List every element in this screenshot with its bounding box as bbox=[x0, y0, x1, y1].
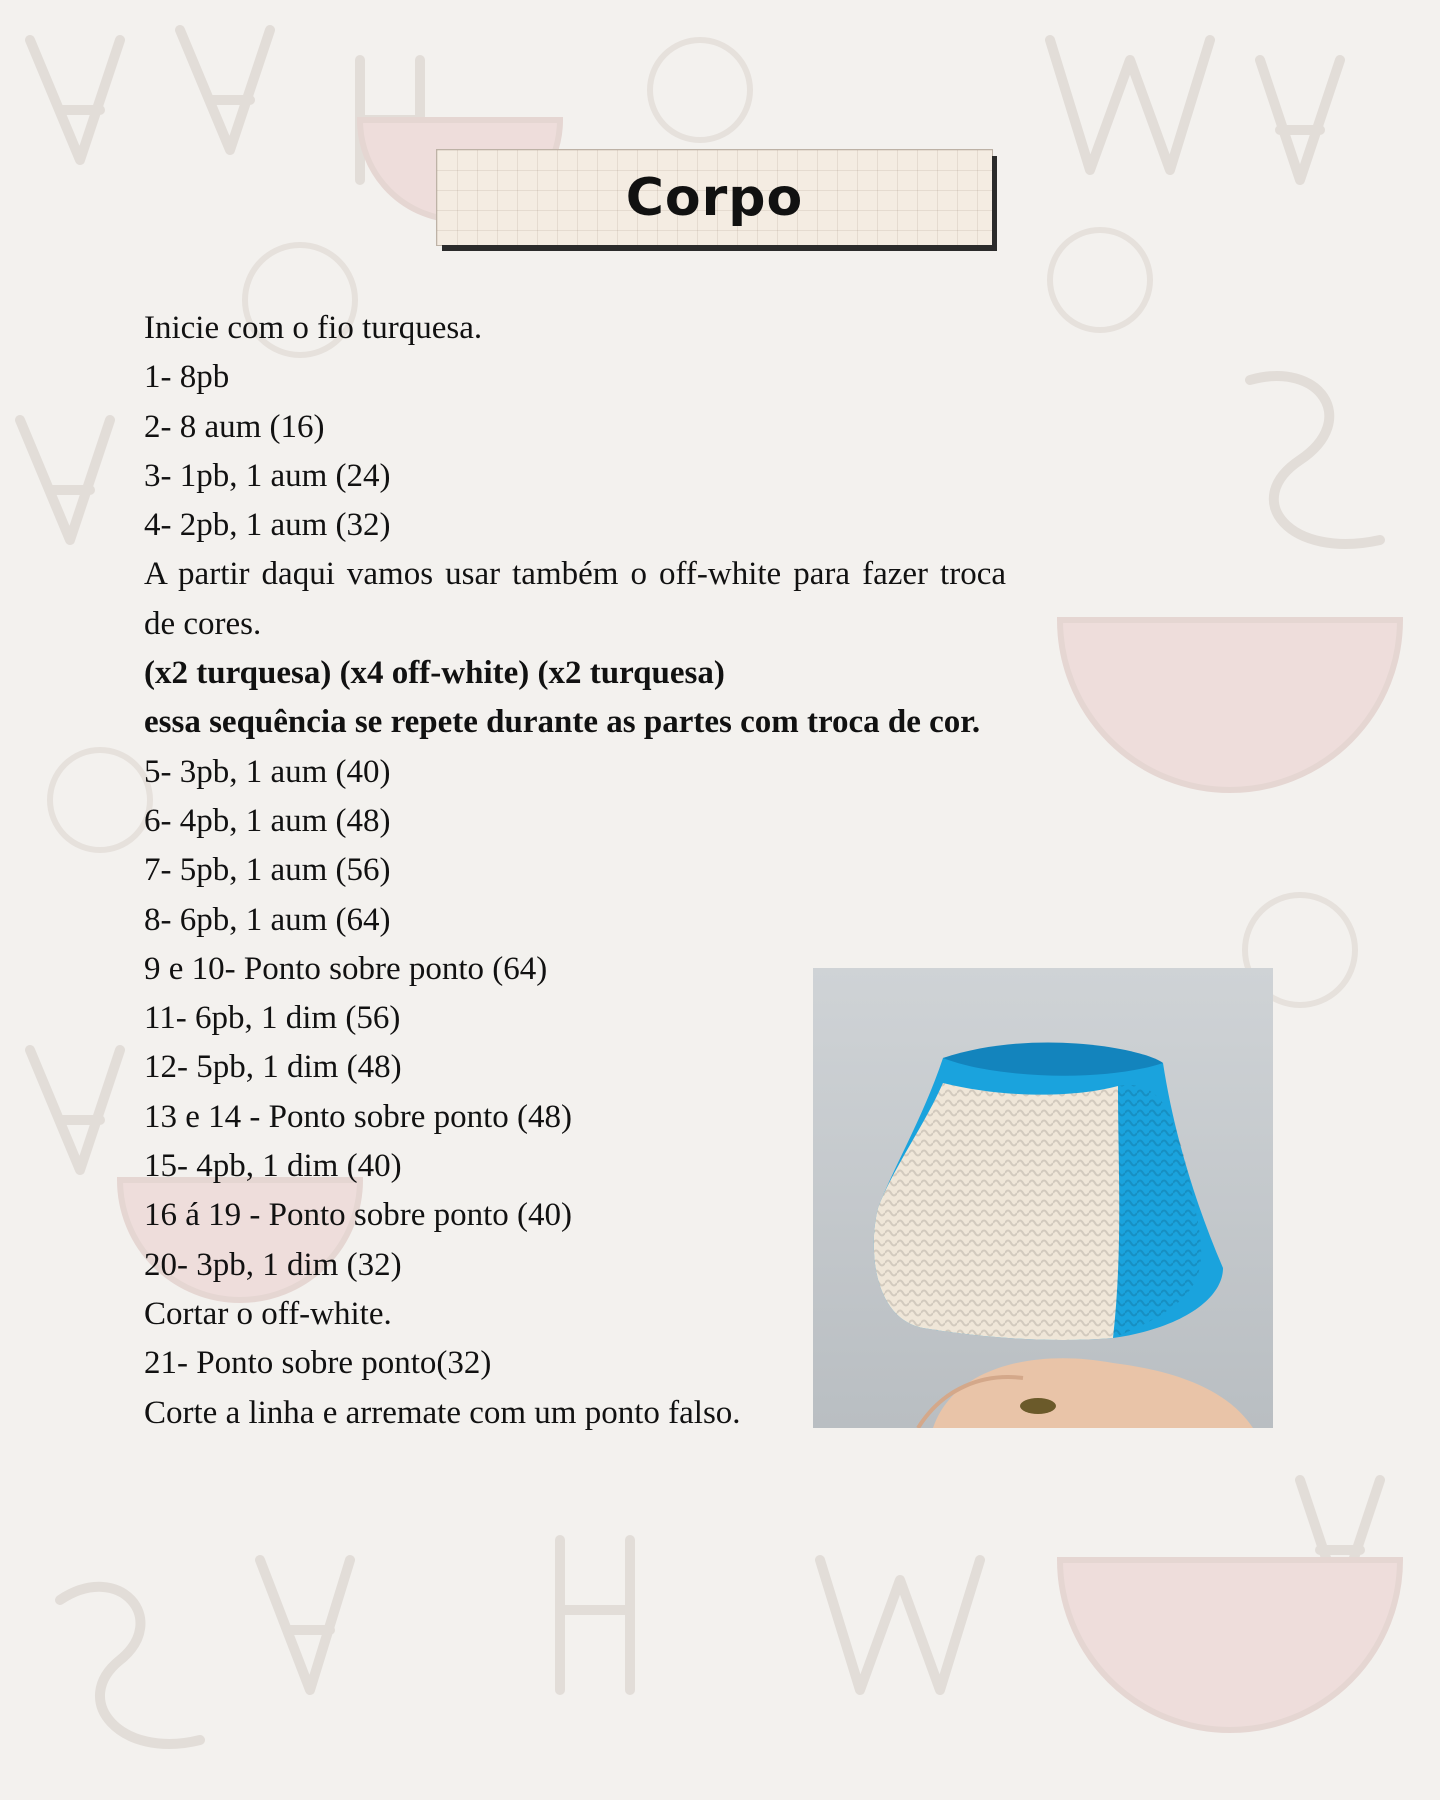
step-line: 20- 3pb, 1 dim (32) bbox=[144, 1246, 402, 1283]
step-line: 4- 2pb, 1 aum (32) bbox=[144, 507, 391, 544]
crochet-body-photo bbox=[813, 968, 1273, 1428]
step-line: 11- 6pb, 1 dim (56) bbox=[144, 1000, 401, 1037]
color-change-note: A partir daqui vamos usar também o off-white para fazer troca de cores. bbox=[144, 556, 1006, 642]
title-card bbox=[437, 150, 992, 245]
step-line: 13 e 14 - Ponto sobre ponto (48) bbox=[144, 1098, 573, 1135]
sequence-note: essa sequência se repete durante as partes com troca de cor. bbox=[144, 704, 981, 741]
step-line: 12- 5pb, 1 dim (48) bbox=[144, 1049, 402, 1086]
step-line: 16 á 19 - Ponto sobre ponto (40) bbox=[144, 1197, 573, 1234]
step-line: 1- 8pb bbox=[144, 359, 230, 396]
step-line: 15- 4pb, 1 dim (40) bbox=[144, 1148, 402, 1185]
step-line: 9 e 10- Ponto sobre ponto (64) bbox=[144, 950, 548, 987]
step-line: 5- 3pb, 1 aum (40) bbox=[144, 753, 391, 790]
step-line: 6- 4pb, 1 aum (48) bbox=[144, 802, 391, 839]
color-sequence: (x2 turquesa) (x4 off-white) (x2 turquesa) bbox=[144, 655, 725, 692]
step-line: 7- 5pb, 1 aum (56) bbox=[144, 852, 391, 889]
step-line: Corte a linha e arremate com um ponto falso. bbox=[144, 1394, 741, 1431]
step-line: 21- Ponto sobre ponto(32) bbox=[144, 1345, 492, 1382]
step-line: 8- 6pb, 1 aum (64) bbox=[144, 901, 391, 938]
step-line: 2- 8 aum (16) bbox=[144, 408, 325, 445]
intro-line: Inicie com o fio turquesa. bbox=[144, 310, 483, 346]
step-line: 3- 1pb, 1 aum (24) bbox=[144, 457, 391, 494]
page-title: Corpo bbox=[625, 167, 804, 228]
step-line: Cortar o off-white. bbox=[144, 1295, 392, 1332]
